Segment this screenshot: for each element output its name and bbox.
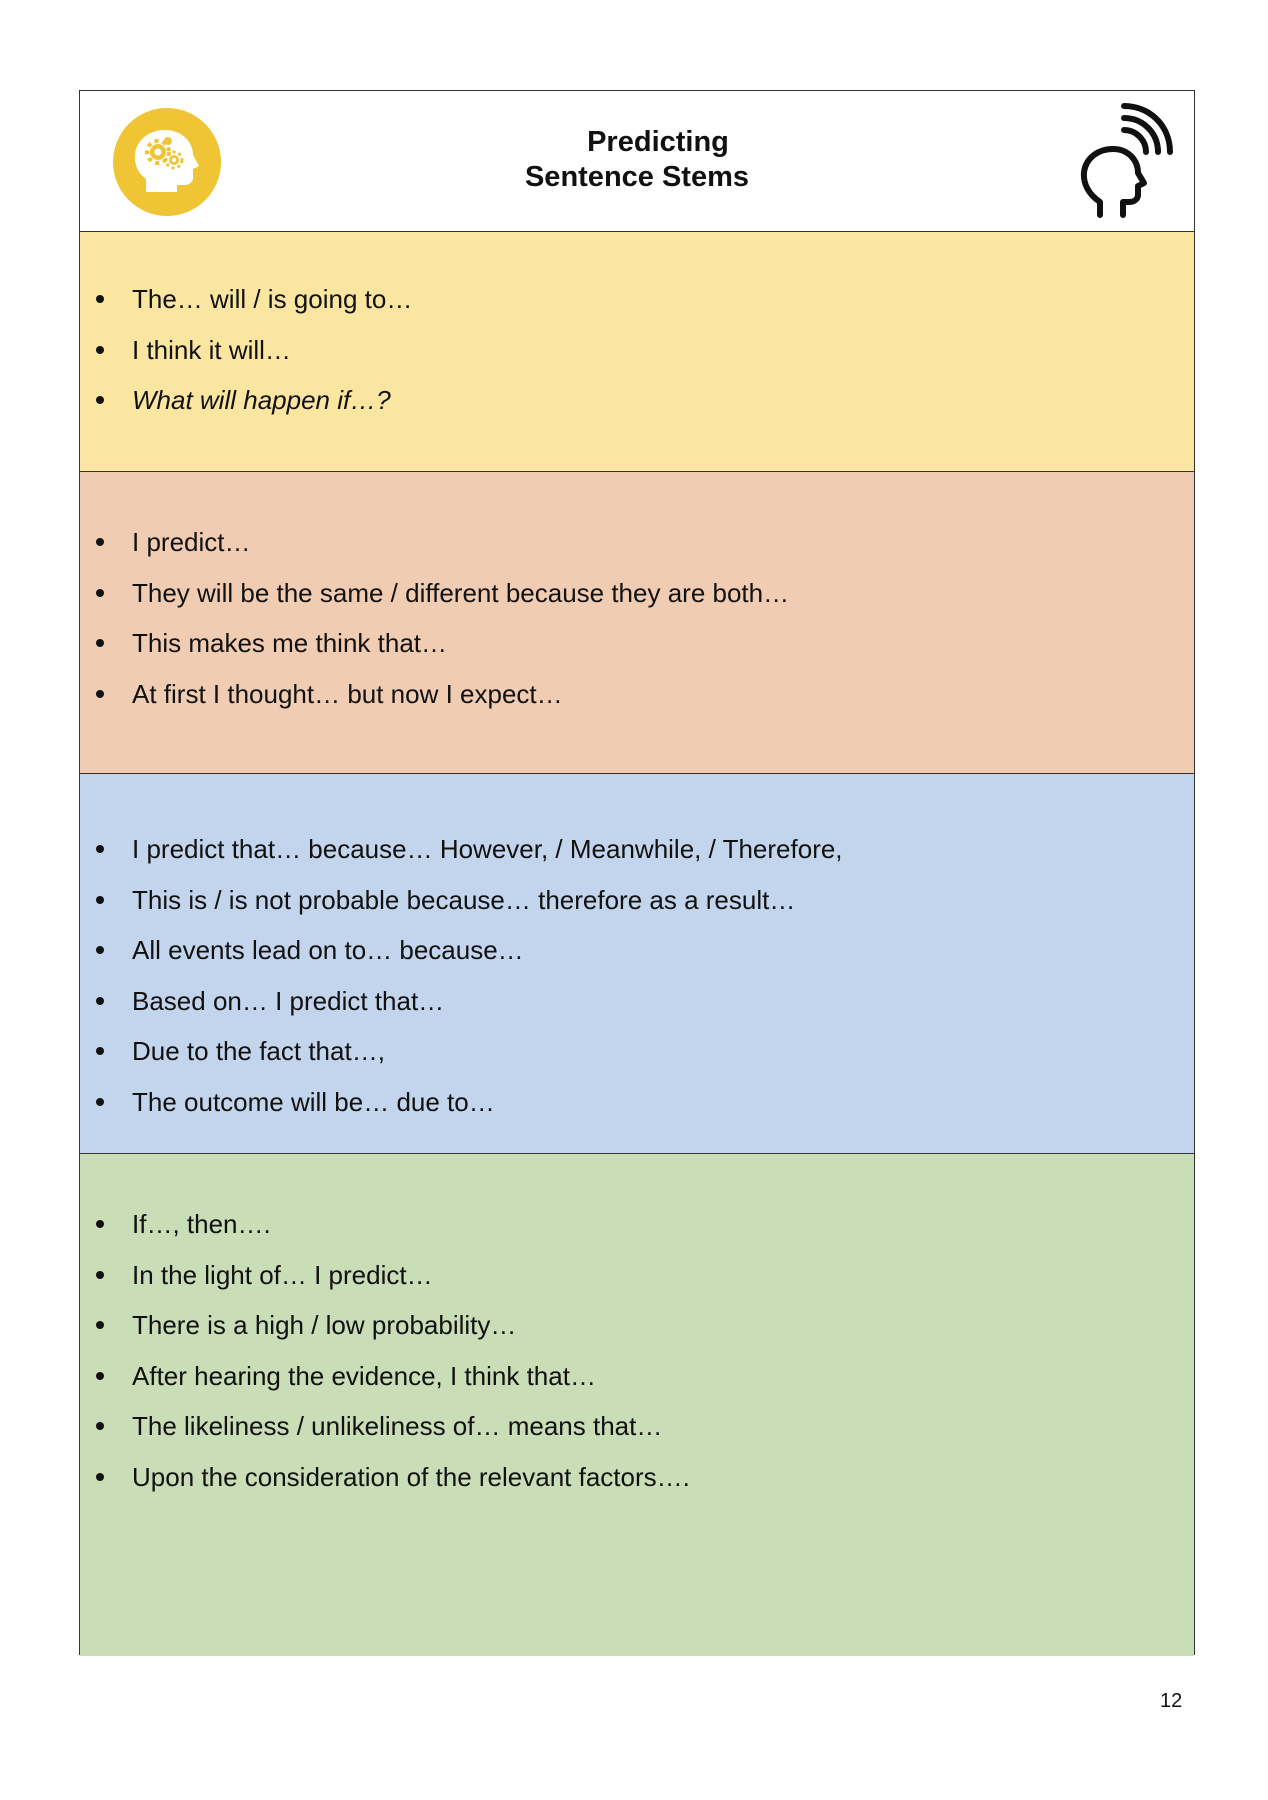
page-number: 12 [1160,1690,1183,1712]
list-item: Due to the fact that…, [80,1036,1194,1087]
speaking-head-icon [1074,103,1176,221]
sentence-stems-table [79,90,1195,1655]
list-item: This makes me think that… [80,628,1194,679]
section-greater-depth [80,1154,1194,1656]
list-item: The outcome will be… due to… [80,1087,1194,1138]
title-line-2: Sentence Stems [524,161,750,193]
list-item: What will happen if…? [80,385,1194,436]
list-item: The… will / is going to… [80,284,1194,335]
page-title [80,125,1194,195]
list-item: In the light of… I predict… [80,1260,1194,1311]
section-secure [80,774,1194,1154]
list-item: If…, then…. [80,1209,1194,1260]
stem-list-1 [80,284,1194,436]
list-item: The likeliness / unlikeliness of… means that… [80,1411,1194,1462]
header-row [80,91,1194,232]
list-item: I predict that… because… However, / Meanwhile, / Therefore, [80,834,1194,885]
list-item: All events lead on to… because… [80,935,1194,986]
list-item: Based on… I predict that… [80,986,1194,1037]
list-item: They will be the same / different because they are both… [80,578,1194,629]
section-developing [80,472,1194,774]
list-item: Upon the consideration of the relevant factors…. [80,1462,1194,1513]
list-item: At first I thought… but now I expect… [80,679,1194,730]
list-item: This is / is not probable because… therefore as a result… [80,885,1194,936]
section-basic [80,232,1194,472]
list-item: There is a high / low probability… [80,1310,1194,1361]
list-item: I predict… [80,527,1194,578]
stem-list-2 [80,527,1194,729]
list-item: After hearing the evidence, I think that… [80,1361,1194,1412]
stem-list-4 [80,1209,1194,1512]
title-line-1: Predicting [587,126,729,158]
list-item: I think it will… [80,335,1194,386]
stem-list-3 [80,834,1194,1137]
